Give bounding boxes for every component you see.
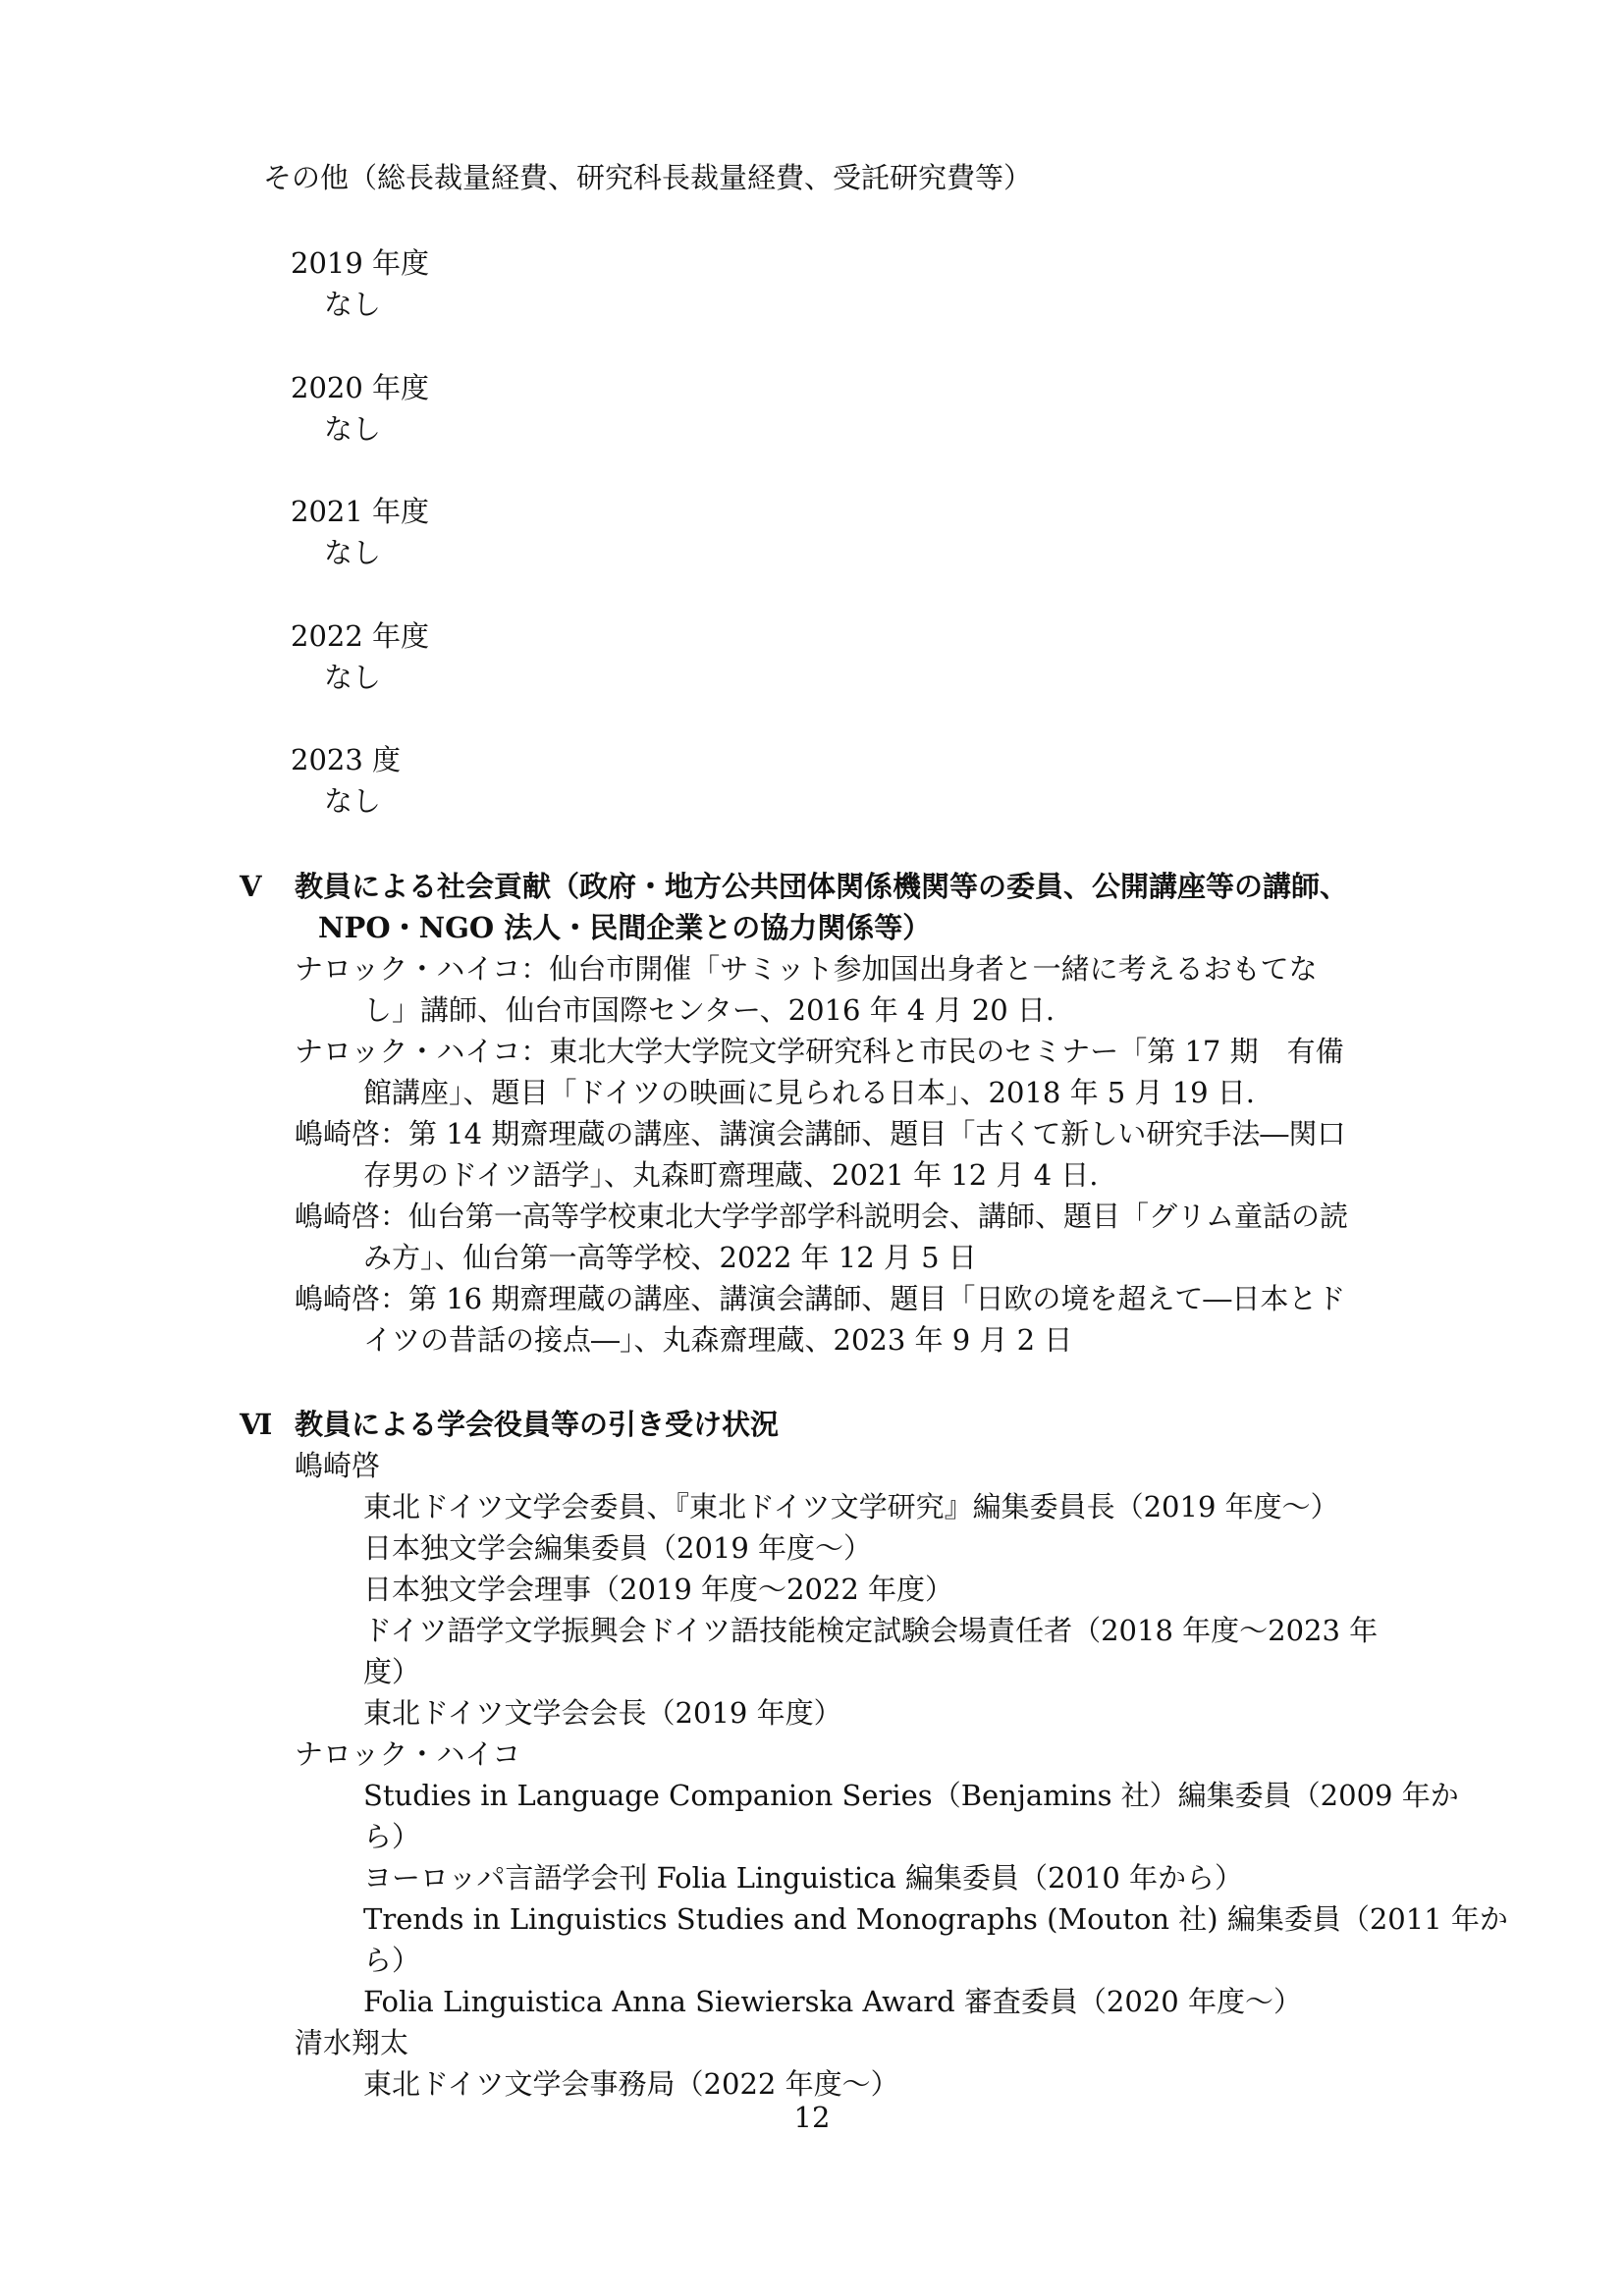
section5-entry-2-cont: 館講座」、題目「ドイツの映画に見られる日本」、2018 年 5 月 19 日. [363,1076,1256,1109]
page-number: 12 [793,2101,831,2134]
person-name-narrog: ナロック・ハイコ [295,1737,521,1771]
section5-entry-2: ナロック・ハイコ：東北大学大学院文学研究科と市民のセミナー「第 17 期 有備 [295,1035,1344,1068]
funding-value-2020: なし [324,412,382,446]
funding-year-2019: 2019 年度 [291,246,430,280]
role-item-cont: ら） [363,1820,421,1853]
role-item: ヨーロッパ言語学会刊 Folia Linguistica 編集委員（2010 年から） [363,1861,1243,1895]
section6-numeral: Ⅵ [240,1408,273,1441]
section5-entry-5-cont: イツの昔話の接点―」、丸森齋理蔵、2023 年 9 月 2 日 [363,1323,1073,1357]
section5-title-cont: NPO・NGO 法人・民間企業との協力関係等） [318,911,932,944]
section5-title: 教員による社会貢献（政府・地方公共団体関係機関等の委員、公開講座等の講師、 [295,870,1349,903]
funding-year-2021: 2021 年度 [291,495,430,528]
role-item: 日本独文学会編集委員（2019 年度～） [363,1531,873,1565]
section5-entry-3-cont: 存男のドイツ語学」、丸森町齋理蔵、2021 年 12 月 4 日. [363,1158,1099,1192]
funding-year-2020: 2020 年度 [291,371,430,404]
section5-entry-4: 嶋崎啓：仙台第一高等学校東北大学学部学科説明会、講師、題目「グリム童話の読 [295,1200,1349,1233]
section6-title: 教員による学会役員等の引き受け状況 [295,1408,780,1441]
section5-entry-3: 嶋崎啓：第 14 期齋理蔵の講座、講演会講師、題目「古くて新しい研究手法―関口 [295,1117,1346,1150]
role-item: 東北ドイツ文学会委員、『東北ドイツ文学研究』編集委員長（2019 年度～） [363,1490,1339,1523]
role-item-cont: ら） [363,1944,421,1977]
section5-entry-4-cont: み方」、仙台第一高等学校、2022 年 12 月 5 日 [363,1241,977,1274]
role-item: Studies in Language Companion Series（Benjamins 社）編集委員（2009 年か [363,1779,1459,1812]
funding-value-2019: なし [324,288,382,321]
section5-entry-5: 嶋崎啓：第 16 期齋理蔵の講座、講演会講師、題目「日欧の境を超えて―日本とド [295,1282,1346,1315]
role-item: 東北ドイツ文学会事務局（2022 年度～） [363,2067,899,2101]
person-name-shimizu: 清水翔太 [295,2026,409,2059]
person-name-shimazaki: 嶋崎啓 [295,1449,381,1482]
funding-year-2022: 2022 年度 [291,619,430,653]
role-item: ドイツ語学文学振興会ドイツ語技能検定試験会場責任者（2018 年度～2023 年 [363,1614,1379,1647]
funding-other-heading: その他（総長裁量経費、研究科長裁量経費、受託研究費等） [263,161,1033,194]
funding-year-2023: 2023 度 [291,743,402,776]
role-item: 日本独文学会理事（2019 年度～2022 年度） [363,1573,954,1606]
role-item: Trends in Linguistics Studies and Monographs (Mouton 社) 編集委員（2011 年か [363,1902,1508,1936]
role-item: Folia Linguistica Anna Siewierska Award 審査委員（2020 年度～） [363,1985,1302,2018]
funding-value-2021: なし [324,536,382,569]
role-item: 東北ドイツ文学会会長（2019 年度） [363,1696,842,1730]
section5-entry-1: ナロック・ハイコ：仙台市開催「サミット参加国出身者と一緒に考えるおもてな [295,952,1318,986]
role-item-cont: 度） [363,1655,421,1688]
section5-numeral: Ⅴ [240,870,262,903]
funding-value-2022: なし [324,661,382,694]
section5-entry-1-cont: し」講師、仙台市国際センター、2016 年 4 月 20 日. [363,993,1056,1027]
funding-value-2023: なし [324,784,382,818]
